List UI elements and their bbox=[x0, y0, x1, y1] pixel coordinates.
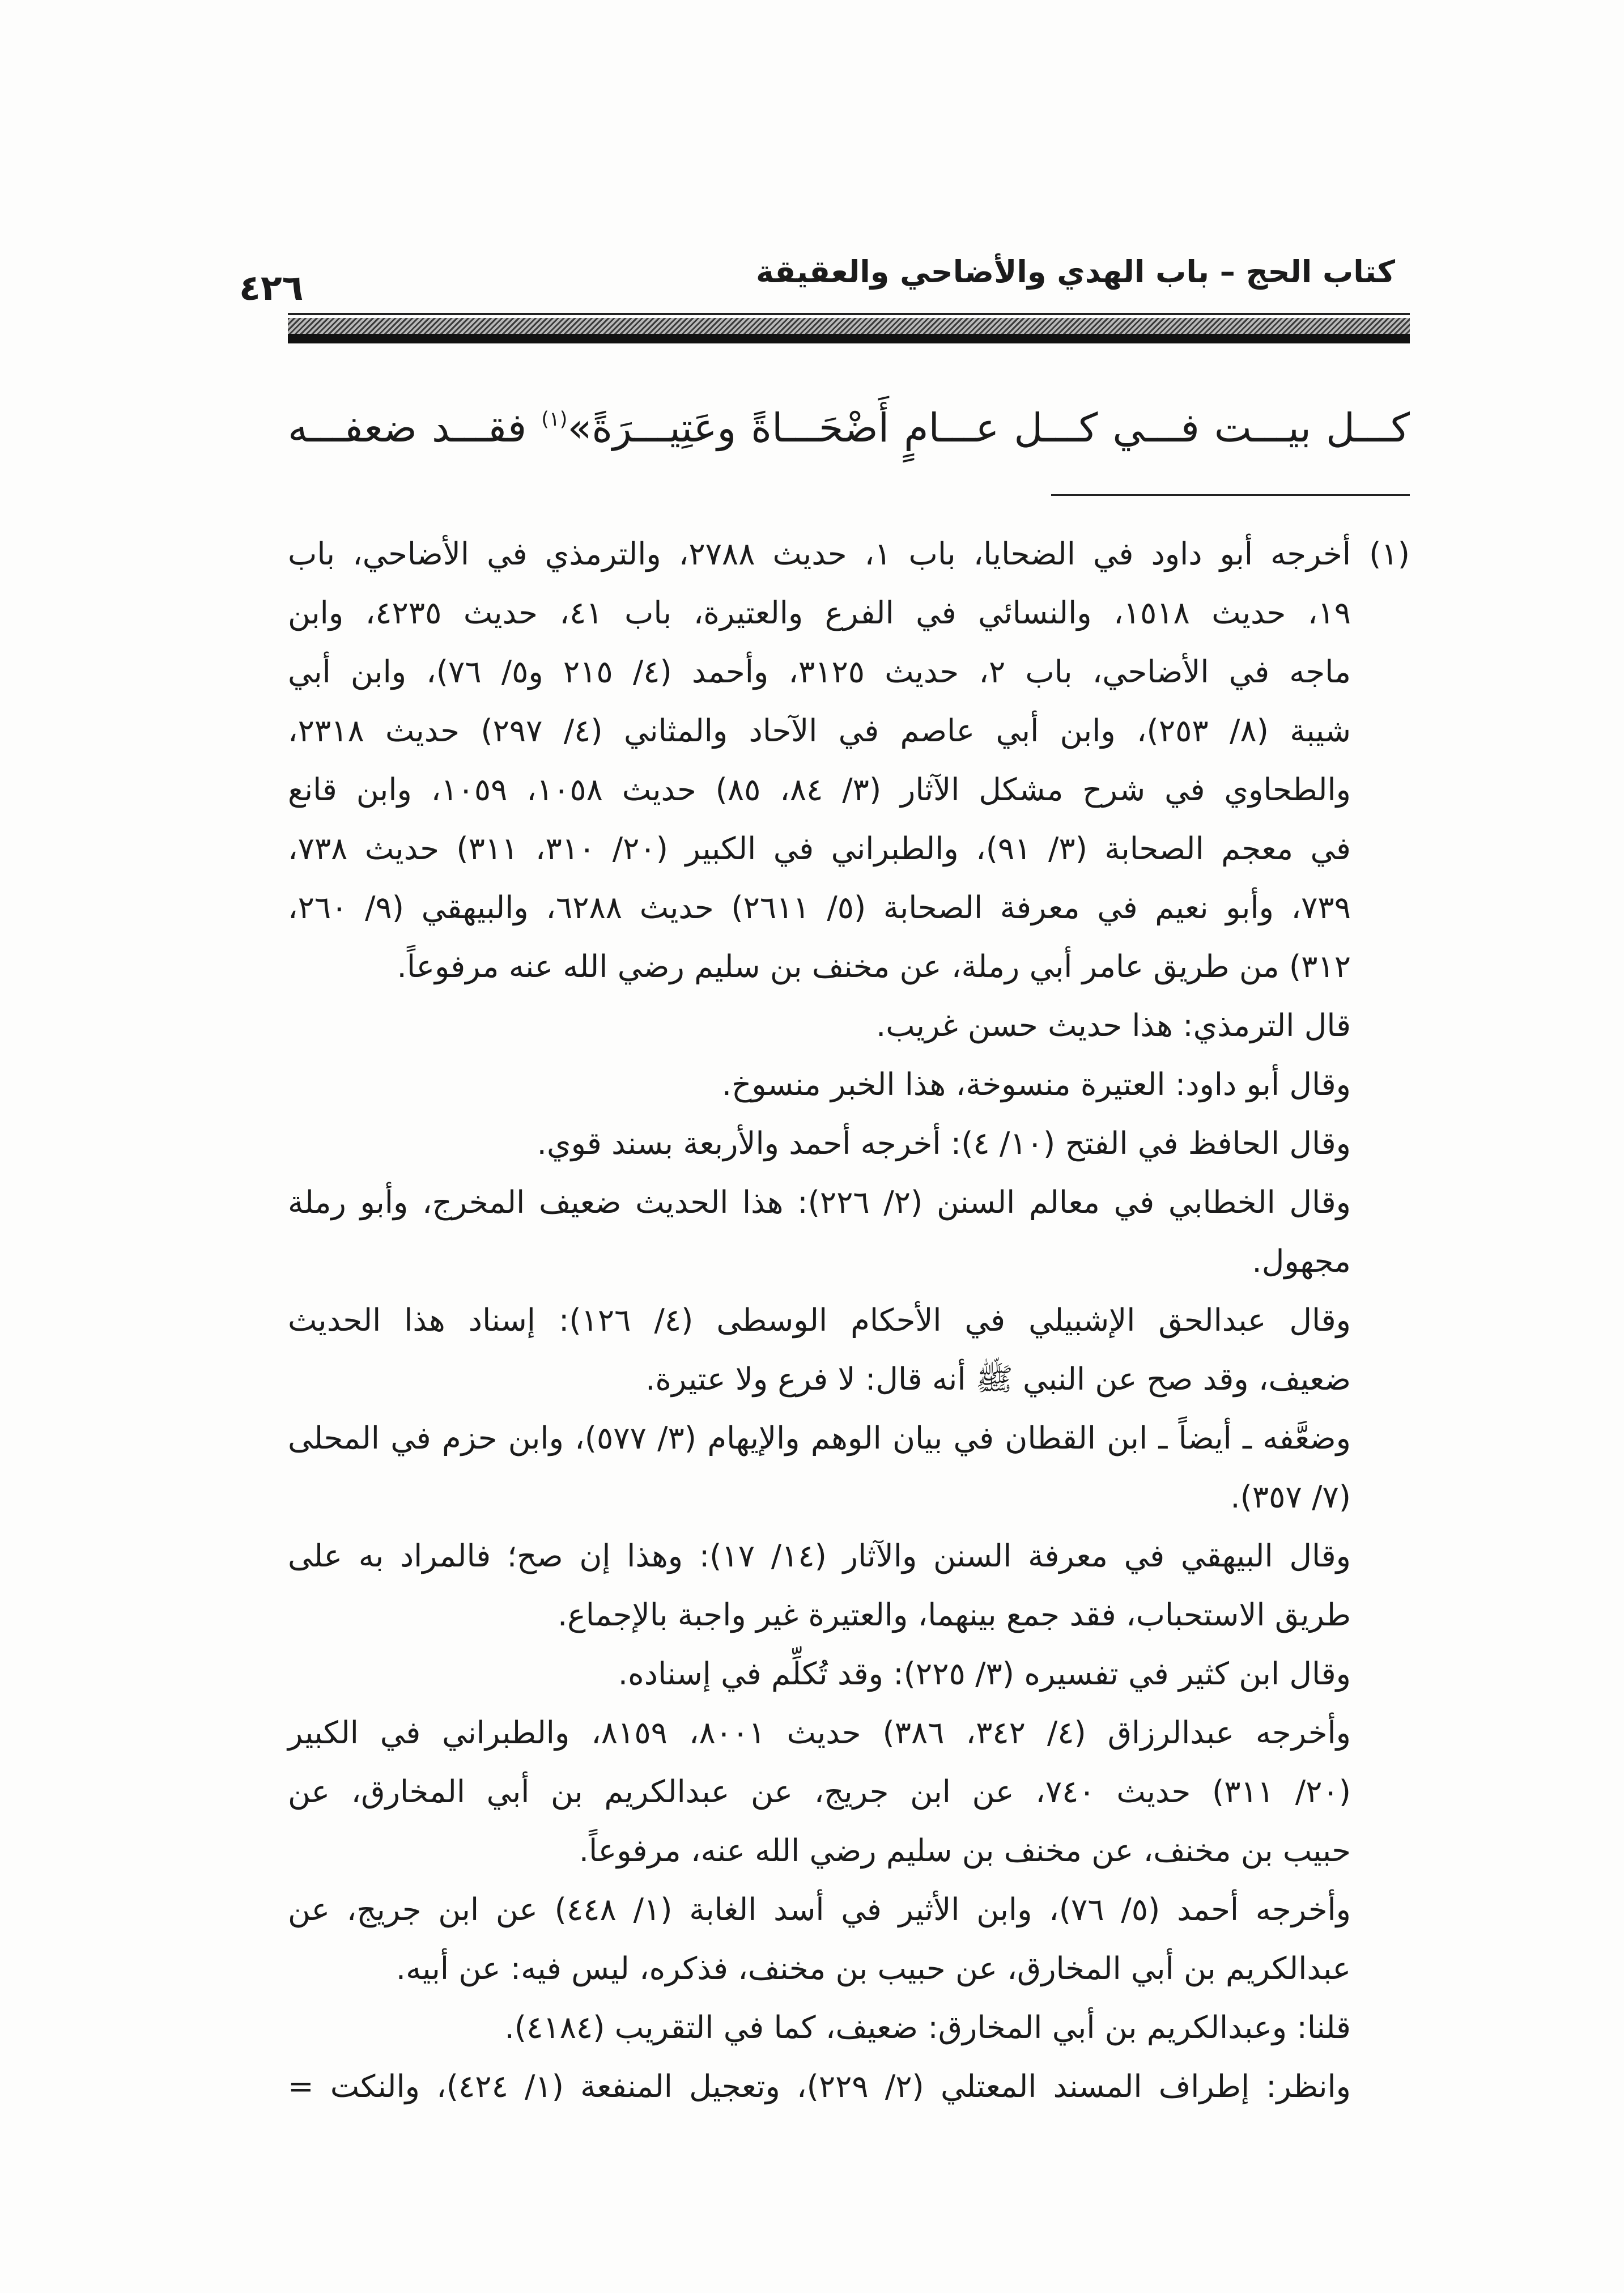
footnote-line-text: ماجه في الأضاحي، باب ٢، حديث ٣١٢٥، وأحمد (٤/ ٢١٥ و٥/ ٧٦)، وابن أبي bbox=[288, 653, 1351, 690]
header-rule-hatched-band bbox=[288, 318, 1410, 334]
footnote-line bbox=[288, 1526, 1351, 1585]
footnote-line bbox=[288, 524, 1351, 583]
footnote-line-text: وضعَّفه ـ أيضاً ـ ابن القطان في بيان الوهم والإيهام (٣/ ٥٧٧)، وابن حزم في المحلى bbox=[288, 1420, 1351, 1456]
footnote-line bbox=[288, 1821, 1351, 1880]
footnote-line-text: وانظر: إطراف المسند المعتلي (٢/ ٢٢٩)، وتعجيل المنفعة (١/ ٤٢٤)، والنكت = bbox=[288, 2068, 1351, 2104]
footnote-line bbox=[288, 1467, 1351, 1526]
footnote-line bbox=[288, 760, 1351, 819]
main-text bbox=[288, 405, 1410, 451]
footnote-line-text: وقال الخطابي في معالم السنن (٢/ ٢٢٦): هذا الحديث ضعيف المخرج، وأبو رملة bbox=[288, 1184, 1351, 1220]
footnote-line-text: وقال البيهقي في معرفة السنن والآثار (١٤/ ١٧): وهذا إن صح؛ فالمراد به على bbox=[288, 1538, 1351, 1574]
footnote-line bbox=[288, 1644, 1351, 1703]
footnote-line-text: قلنا: وعبدالكريم بن أبي المخارق: ضعيف، كما في التقريب (٤١٨٤). bbox=[504, 2009, 1351, 2045]
footnote-body bbox=[288, 524, 1351, 2116]
footnote-line-text: حبيب بن مخنف، عن مخنف بن سليم رضي الله عنه، مرفوعاً. bbox=[579, 1832, 1351, 1869]
footnote-line-text: وقال عبدالحق الإشبيلي في الأحكام الوسطى (٤/ ١٢٦): إسناد هذا الحديث bbox=[288, 1302, 1351, 1338]
footnote-line bbox=[288, 1114, 1351, 1173]
footnote-line-text: وقال الحافظ في الفتح (١٠/ ٤): أخرجه أحمد والأربعة بسند قوي. bbox=[537, 1125, 1351, 1161]
footnote-line bbox=[288, 1703, 1351, 1762]
footnote-line bbox=[288, 1939, 1351, 1998]
main-text-before-marker: كـــل بيـــت فـــي كـــل عـــامٍ أَضْحَـــاةً وعَتِيـــرَةً» bbox=[567, 405, 1410, 451]
footnote-line-text: والطحاوي في شرح مشكل الآثار (٣/ ٨٤، ٨٥) حديث ١٠٥٨، ١٠٥٩، وابن قانع bbox=[288, 771, 1351, 808]
footnote-line-text: أخرجه أبو داود في الضحايا، باب ١، حديث ٢٧٨٨، والترمذي في الأضاحي، باب bbox=[288, 536, 1351, 572]
footnote-line bbox=[288, 819, 1351, 878]
header-rule-thin-line bbox=[288, 313, 1410, 315]
footnote-line-text: في معجم الصحابة (٣/ ٩١)، والطبراني في الكبير (٢٠/ ٣١٠، ٣١١) حديث ٧٣٨، bbox=[288, 830, 1351, 867]
footnote-line bbox=[288, 1232, 1351, 1290]
running-header-title: كتاب الحج – باب الهدي والأضاحي والعقيقة bbox=[756, 254, 1395, 290]
footnote-line bbox=[288, 1055, 1351, 1114]
footnote-line bbox=[288, 1880, 1351, 1939]
footnote-line-text: وقال أبو داود: العتيرة منسوخة، هذا الخبر منسوخ. bbox=[721, 1066, 1351, 1102]
footnote-line bbox=[288, 1762, 1351, 1821]
footnote-line bbox=[288, 701, 1351, 760]
footnote-line-text: شيبة (٨/ ٢٥٣)، وابن أبي عاصم في الآحاد والمثاني (٤/ ٢٩٧) حديث ٢٣١٨، bbox=[288, 712, 1351, 749]
page-number: ٤٢٦ bbox=[239, 267, 304, 308]
footnote-line-text: ضعيف، وقد صح عن النبي ﷺ أنه قال: لا فرع ولا عتيرة. bbox=[645, 1361, 1351, 1397]
footnote-line bbox=[288, 1998, 1351, 2057]
footnote-line-text: ٣١٢) من طريق عامر أبي رملة، عن مخنف بن سليم رضي الله عنه مرفوعاً. bbox=[397, 948, 1351, 984]
footnote-line bbox=[288, 1585, 1351, 1644]
header-rule-thick-line bbox=[288, 334, 1410, 343]
footnote-line bbox=[288, 1173, 1351, 1232]
footnote-line bbox=[288, 878, 1351, 937]
footnote-line bbox=[288, 583, 1351, 642]
footnote-line-text: قال الترمذي: هذا حديث حسن غريب. bbox=[875, 1007, 1351, 1043]
main-text-after-marker: فقـــد ضعفـــه bbox=[288, 405, 542, 451]
footnote-line bbox=[288, 1349, 1351, 1408]
footnote-line bbox=[288, 642, 1351, 701]
footnote-line-text: مجهول. bbox=[1252, 1243, 1351, 1279]
header-rule bbox=[288, 313, 1410, 346]
main-text-line bbox=[288, 385, 1410, 470]
footnote-line-text: ١٩، حديث ١٥١٨، والنسائي في الفرع والعتيرة، باب ٤١، حديث ٤٢٣٥، وابن bbox=[288, 595, 1351, 631]
footnote-line-text: (٧/ ٣٥٧). bbox=[1230, 1479, 1351, 1515]
footnote-separator bbox=[1051, 494, 1410, 496]
footnote-line bbox=[288, 2057, 1351, 2116]
footnote-line-text: عبدالكريم بن أبي المخارق، عن حبيب بن مخنف، فذكره، ليس فيه: عن أبيه. bbox=[396, 1950, 1351, 1986]
footnote-line bbox=[288, 996, 1351, 1055]
footnote-line bbox=[288, 937, 1351, 996]
footnote-marker: (١) bbox=[1369, 536, 1410, 572]
footnote-line-text: (٢٠/ ٣١١) حديث ٧٤٠، عن ابن جريج، عن عبدالكريم بن أبي المخارق، عن bbox=[288, 1773, 1351, 1810]
footnote-line bbox=[288, 1408, 1351, 1467]
footnote-reference-marker: (١) bbox=[541, 407, 568, 431]
footnote-line bbox=[288, 1290, 1351, 1349]
footnote-line-text: وأخرجه عبدالرزاق (٤/ ٣٤٢، ٣٨٦) حديث ٨٠٠١، ٨١٥٩، والطبراني في الكبير bbox=[288, 1714, 1351, 1751]
footnote-line-text: وأخرجه أحمد (٥/ ٧٦)، وابن الأثير في أسد الغابة (١/ ٤٤٨) عن ابن جريج، عن bbox=[288, 1891, 1351, 1927]
footnote-line-text: طريق الاستحباب، فقد جمع بينهما، والعتيرة غير واجبة بالإجماع. bbox=[557, 1596, 1351, 1633]
footnote-line-text: ٧٣٩، وأبو نعيم في معرفة الصحابة (٥/ ٢٦١١) حديث ٦٢٨٨، والبيهقي (٩/ ٢٦٠، bbox=[288, 889, 1351, 925]
footnote-line-text: وقال ابن كثير في تفسيره (٣/ ٢٢٥): وقد تُكلِّم في إسناده. bbox=[618, 1655, 1351, 1692]
